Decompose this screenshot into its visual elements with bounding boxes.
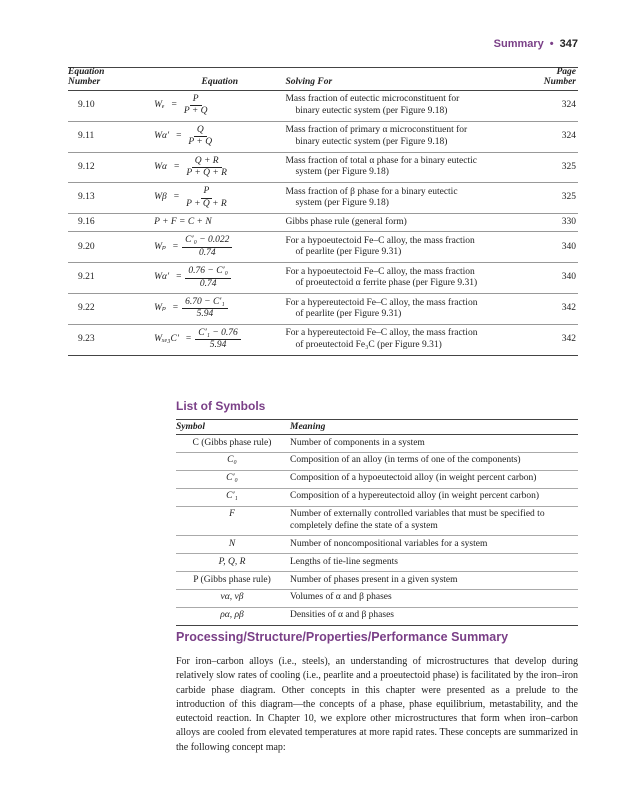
- equation-expression: [154, 186, 230, 210]
- equation-cell: [154, 152, 285, 183]
- symbol-cell: N: [176, 536, 288, 554]
- fraction: [183, 186, 230, 210]
- col-meaning: Meaning: [288, 420, 578, 435]
- table-row: [68, 263, 578, 294]
- equation-cell: [154, 121, 285, 152]
- solving-for-line-1: For a hypereutectoid Fe–C alloy, the mass fraction: [285, 328, 478, 339]
- equation-number: 9.10: [68, 90, 154, 121]
- solving-for-cell: [285, 263, 518, 294]
- solving-for-cell: [285, 324, 518, 355]
- table-row: [176, 554, 578, 572]
- fraction-denominator: 0.74: [199, 278, 217, 289]
- table-row: [68, 232, 578, 263]
- equation-number: 9.16: [68, 214, 154, 232]
- equation-expression: [154, 235, 232, 259]
- solving-for-line-1: For a hypoeutectoid Fe–C alloy, the mass fraction: [285, 235, 475, 246]
- equals-sign: =: [176, 272, 182, 283]
- fraction-denominator: 0.74: [198, 247, 216, 258]
- equation-cell: [154, 324, 285, 355]
- fraction-denominator: P + Q: [183, 106, 208, 117]
- equation-lhs: Wₚ: [154, 303, 166, 314]
- equation-number: 9.20: [68, 232, 154, 263]
- equation-number: 9.13: [68, 183, 154, 214]
- table-row: [68, 90, 578, 121]
- equation-expression: [154, 297, 228, 321]
- table-row: [68, 324, 578, 355]
- equation-lhs: Wα′: [154, 130, 170, 141]
- solving-for-line-2: system (per Figure 9.18): [295, 198, 389, 209]
- fraction: [183, 156, 230, 180]
- equation-lhs: Wβ: [154, 192, 167, 203]
- meaning-cell: Volumes of α and β phases: [288, 589, 578, 607]
- equation-cell: [154, 263, 285, 294]
- equation-lhs: Wₑ: [154, 100, 165, 111]
- table-row: [68, 183, 578, 214]
- page-number-cell: 324: [519, 121, 578, 152]
- meaning-cell: Number of externally controlled variables that must be specified to completely define the state of a system: [288, 506, 578, 536]
- solving-for-line-2: of proeutectoid α ferrite phase (per Figure 9.31): [295, 278, 478, 289]
- equation-expression: [154, 266, 231, 290]
- equation-cell: [154, 214, 285, 232]
- solving-for-cell: [285, 214, 518, 232]
- fraction-numerator: P: [190, 94, 202, 106]
- page-number: 347: [559, 38, 578, 50]
- page-number-cell: 324: [519, 90, 578, 121]
- symbol-cell: P (Gibbs phase rule): [176, 572, 288, 590]
- solving-for-cell: [285, 121, 518, 152]
- meaning-cell: Number of phases present in a given system: [288, 572, 578, 590]
- meaning-cell: Lengths of tie-line segments: [288, 554, 578, 572]
- running-header: [494, 38, 578, 50]
- symbol-cell: F: [176, 506, 288, 536]
- solving-for-line-1: Gibbs phase rule (general form): [285, 217, 407, 228]
- fraction-denominator: P + Q + R: [186, 167, 227, 178]
- fraction-numerator: 6.70 − C′₁: [182, 297, 228, 309]
- symbol-cell: C₀: [176, 452, 288, 470]
- solving-for-cell: [285, 232, 518, 263]
- equation-lhs: Wα′: [154, 272, 170, 283]
- solving-for-cell: [285, 294, 518, 325]
- fraction: [182, 297, 228, 321]
- page-number-cell: 330: [519, 214, 578, 232]
- page-number-cell: 342: [519, 324, 578, 355]
- col-equation: Equation: [154, 68, 285, 91]
- equals-sign: =: [173, 161, 180, 172]
- equation-number: 9.11: [68, 121, 154, 152]
- equation-expression: P + F = C + N: [154, 217, 212, 228]
- equation-number: 9.12: [68, 152, 154, 183]
- equals-sign: =: [176, 130, 182, 141]
- symbol-cell: C′₁: [176, 488, 288, 506]
- equation-cell: [154, 294, 285, 325]
- equals-sign: =: [172, 303, 179, 314]
- table-row: [176, 572, 578, 590]
- symbol-cell: C′₀: [176, 470, 288, 488]
- fraction-numerator: Q: [194, 125, 207, 137]
- fraction: [182, 235, 232, 259]
- solving-for-cell: [285, 152, 518, 183]
- fraction-numerator: Q + R: [192, 156, 222, 168]
- page-number-cell: 325: [519, 183, 578, 214]
- col-solving-for: Solving For: [285, 68, 518, 91]
- fraction-numerator: 0.76 − C′₀: [185, 266, 231, 278]
- fraction: [185, 125, 215, 149]
- equation-lhs: Wα: [154, 161, 167, 172]
- page-number-cell: 342: [519, 294, 578, 325]
- page-number-cell: 340: [519, 232, 578, 263]
- fraction-numerator: C′₀ − 0.022: [182, 235, 232, 247]
- equals-sign: =: [172, 241, 179, 252]
- equals-sign: =: [173, 192, 180, 203]
- col-symbol: Symbol: [176, 420, 288, 435]
- col-page-number: Page Number: [519, 68, 578, 91]
- solving-for-line-2: of pearlite (per Figure 9.31): [295, 308, 402, 319]
- header-separator: •: [549, 38, 554, 50]
- equation-number: 9.22: [68, 294, 154, 325]
- equation-expression: [154, 125, 215, 149]
- meaning-cell: Number of components in a system: [288, 435, 578, 453]
- table-row: [68, 121, 578, 152]
- table-row: [68, 152, 578, 183]
- meaning-cell: Densities of α and β phases: [288, 607, 578, 625]
- equation-expression: [154, 94, 210, 118]
- solving-for-line-2: of pearlite (per Figure 9.31): [295, 247, 402, 258]
- solving-for-line-2: of proeutectoid Fe₃C (per Figure 9.31): [295, 339, 442, 350]
- symbols-table: [176, 419, 578, 626]
- solving-for-line-2: binary eutectic system (per Figure 9.18): [295, 105, 448, 116]
- solving-for-line-1: For a hypereutectoid Fe–C alloy, the mass fraction: [285, 297, 478, 308]
- fraction-numerator: P: [201, 186, 213, 198]
- solving-for-line-2: system (per Figure 9.18): [295, 167, 389, 178]
- solving-for-line-2: binary eutectic system (per Figure 9.18): [295, 136, 448, 147]
- fraction-numerator: C′₁ − 0.76: [195, 328, 241, 340]
- equation-lhs: Wₚ: [154, 241, 166, 252]
- equation-expression: [154, 156, 230, 180]
- fraction: [195, 328, 241, 352]
- solving-for-line-1: Mass fraction of eutectic microconstituent for: [285, 94, 460, 105]
- solving-for-line-1: Mass fraction of primary α microconstituent for: [285, 125, 468, 136]
- equation-expression: [154, 328, 241, 352]
- table-row: [176, 435, 578, 453]
- table-row: [176, 506, 578, 536]
- page-number-cell: 340: [519, 263, 578, 294]
- list-of-symbols-title: List of Symbols: [176, 399, 266, 413]
- symbol-cell: C (Gibbs phase rule): [176, 435, 288, 453]
- fraction-denominator: 5.94: [209, 340, 227, 351]
- col-equation-number: Equation Number: [68, 68, 154, 91]
- equation-lhs: Wₓₑ₃C′: [154, 333, 179, 344]
- equation-cell: [154, 183, 285, 214]
- fraction-denominator: 5.94: [196, 309, 214, 320]
- solving-for-cell: [285, 90, 518, 121]
- symbol-cell: ρα, ρβ: [176, 607, 288, 625]
- equation-summary-table: [68, 67, 578, 356]
- equation-number: 9.23: [68, 324, 154, 355]
- table-row: [176, 488, 578, 506]
- equation-cell: [154, 232, 285, 263]
- symbol-cell: vα, vβ: [176, 589, 288, 607]
- page-number-cell: 325: [519, 152, 578, 183]
- processing-summary-title: Processing/Structure/Properties/Performance Summary: [176, 630, 509, 644]
- solving-for-line-1: For a hypoeutectoid Fe–C alloy, the mass fraction: [285, 266, 475, 277]
- table-row: [176, 452, 578, 470]
- equation-number: 9.21: [68, 263, 154, 294]
- solving-for-cell: [285, 183, 518, 214]
- symbol-cell: P, Q, R: [176, 554, 288, 572]
- meaning-cell: Composition of an alloy (in terms of one of the components): [288, 452, 578, 470]
- equals-sign: =: [171, 100, 177, 111]
- meaning-cell: Composition of a hypoeutectoid alloy (in weight percent carbon): [288, 470, 578, 488]
- meaning-cell: Composition of a hypereutectoid alloy (in weight percent carbon): [288, 488, 578, 506]
- equation-cell: [154, 90, 285, 121]
- table-row: [68, 214, 578, 232]
- section-name: Summary: [493, 38, 544, 50]
- fraction: [185, 266, 231, 290]
- table-row: [176, 536, 578, 554]
- table-row: [176, 470, 578, 488]
- table-row: [176, 589, 578, 607]
- equals-sign: =: [185, 333, 192, 344]
- solving-for-line-1: Mass fraction of total α phase for a binary eutectic: [285, 156, 477, 166]
- processing-summary-paragraph: For iron–carbon alloys (i.e., steels), an understanding of microstructures that develop during relatively slow rates of cooling (i.e., pearlite and a proeutectoid phase) is facilitated by the iron–iron carbide phase diagram. Other concepts in this chapter were presented as a prelude to the introduction of this diagram—the concepts of a phase, phase equilibrium, metastability, and the eutectoid reaction. In Chapter 10, we explore other microstructures that form when iron–carbon alloys are cooled from elevated temperatures at more rapid rates. These concepts are summarized in the following concept map:: [176, 656, 578, 753]
- table-row: [68, 294, 578, 325]
- fraction-denominator: P + Q + R: [186, 198, 227, 209]
- fraction: [181, 94, 211, 118]
- fraction-denominator: P + Q: [188, 137, 213, 148]
- table-row: [176, 607, 578, 625]
- solving-for-line-1: Mass fraction of β phase for a binary eutectic: [285, 186, 458, 197]
- meaning-cell: Number of noncompositional variables for a system: [288, 536, 578, 554]
